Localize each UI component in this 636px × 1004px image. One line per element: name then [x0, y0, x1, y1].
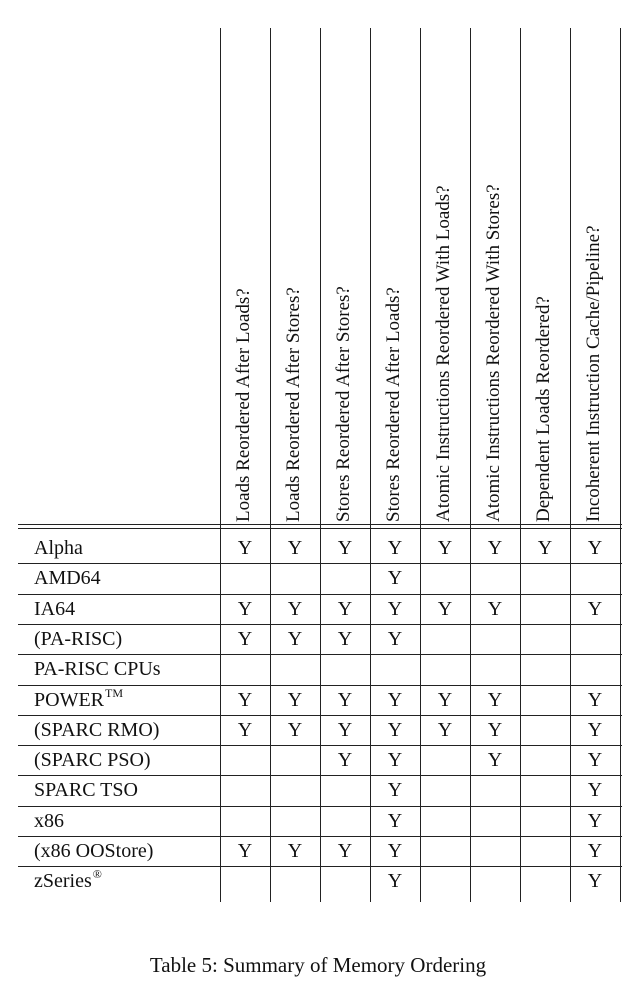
table-cell: Y — [237, 537, 253, 559]
row-label-1 — [34, 563, 101, 593]
table-cell — [520, 775, 570, 805]
row-label-11 — [34, 866, 102, 896]
header-rule-top — [18, 524, 622, 525]
table-cell: Y — [337, 840, 353, 862]
row-label-text: zSeries — [34, 870, 92, 893]
row-label-9 — [34, 806, 64, 836]
table-cell: Y — [587, 718, 603, 741]
table-cell — [320, 654, 370, 684]
row-label-text: POWER — [34, 688, 104, 711]
table-cell: Y — [387, 779, 403, 802]
table-cell: Y — [387, 597, 403, 620]
table-cell: Y — [587, 840, 603, 862]
table-cell: Y — [587, 779, 603, 802]
table-cell: Y — [287, 718, 303, 741]
table-cell: Y — [287, 627, 303, 650]
table-cell — [220, 866, 270, 896]
row-label-6 — [34, 715, 159, 745]
table-cell — [520, 563, 570, 593]
row-label-5 — [34, 685, 123, 715]
table-cell — [370, 654, 420, 684]
column-header-2 — [270, 28, 320, 524]
table-cell — [320, 806, 370, 836]
table-cell — [470, 624, 520, 654]
column-header-5 — [420, 28, 470, 524]
column-header-1 — [220, 28, 270, 524]
table-cell: Y — [337, 749, 353, 772]
row-label-text: SPARC TSO — [34, 779, 138, 802]
table-cell: Y — [237, 688, 253, 711]
table-cell: Y — [337, 537, 353, 559]
table-cell: Y — [587, 870, 603, 893]
table-cell — [270, 654, 320, 684]
table-cell: Y — [487, 597, 503, 620]
table-cell: Y — [437, 688, 453, 711]
table-cell — [420, 806, 470, 836]
table-cell — [220, 563, 270, 593]
table-cell — [520, 654, 570, 684]
table-cell: Y — [587, 537, 603, 559]
table-cell: Y — [387, 870, 403, 893]
table-cell — [420, 866, 470, 896]
column-header-8 — [570, 28, 620, 524]
table-cell: Y — [387, 749, 403, 772]
table-cell: Y — [537, 537, 553, 559]
table-cell — [570, 624, 620, 654]
row-label-0 — [34, 533, 83, 563]
table-cell — [420, 745, 470, 775]
table-cell — [520, 806, 570, 836]
table-cell: Y — [387, 809, 403, 832]
table-cell — [520, 594, 570, 624]
table-cell: Y — [587, 597, 603, 620]
column-divider-8 — [620, 28, 621, 902]
row-label-8 — [34, 775, 138, 805]
header-rule-bottom — [18, 528, 622, 529]
table-cell: Y — [387, 688, 403, 711]
table-cell: Y — [337, 718, 353, 741]
table-cell: Y — [337, 627, 353, 650]
table-cell: Y — [337, 688, 353, 711]
table-cell — [420, 563, 470, 593]
table-cell: Y — [487, 718, 503, 741]
table-cell — [470, 866, 520, 896]
column-header-label: Stores Reordered After Loads? — [383, 287, 404, 522]
column-header-4 — [370, 28, 420, 524]
table-cell — [470, 836, 520, 866]
table-cell — [270, 806, 320, 836]
table-cell: Y — [587, 809, 603, 832]
table-cell: Y — [237, 627, 253, 650]
table-cell — [270, 775, 320, 805]
row-label-text: x86 — [34, 809, 64, 832]
row-label-text: Alpha — [34, 537, 83, 559]
table-cell — [420, 624, 470, 654]
table-cell: Y — [337, 597, 353, 620]
table-cell — [320, 775, 370, 805]
column-header-label: Stores Reordered After Stores? — [333, 286, 354, 522]
column-header-label: Loads Reordered After Stores? — [283, 287, 304, 522]
table-cell — [270, 745, 320, 775]
table-cell — [320, 866, 370, 896]
row-label-text: (SPARC RMO) — [34, 718, 160, 741]
table-cell: Y — [587, 688, 603, 711]
table-cell: Y — [287, 840, 303, 862]
table-cell: Y — [437, 597, 453, 620]
table-cell: Y — [237, 840, 253, 862]
table-cell — [470, 654, 520, 684]
row-label-text: IA64 — [34, 597, 76, 620]
row-label-text: (PA-RISC) — [34, 627, 123, 650]
table-cell: Y — [237, 597, 253, 620]
table-cell: Y — [287, 597, 303, 620]
row-label-7 — [34, 745, 151, 775]
row-label-text: PA-RISC CPUs — [34, 658, 161, 681]
table-cell — [220, 775, 270, 805]
table-cell: Y — [287, 688, 303, 711]
table-cell: Y — [587, 749, 603, 772]
table-cell: Y — [487, 537, 503, 559]
table-cell — [520, 866, 570, 896]
row-label-2 — [34, 594, 75, 624]
column-header-label: Loads Reordered After Loads? — [233, 288, 254, 522]
column-header-label: Incoherent Instruction Cache/Pipeline? — [583, 225, 604, 522]
row-label-superscript: ® — [92, 867, 102, 882]
table-cell — [570, 563, 620, 593]
table-cell: Y — [437, 718, 453, 741]
table-cell — [420, 836, 470, 866]
column-header-6 — [470, 28, 520, 524]
table-cell — [520, 715, 570, 745]
row-label-superscript: TM — [105, 685, 123, 700]
table-cell — [220, 654, 270, 684]
table-cell — [520, 836, 570, 866]
table-caption: Table 5: Summary of Memory Ordering — [149, 953, 487, 977]
table-cell — [520, 685, 570, 715]
column-header-label: Dependent Loads Reordered? — [533, 296, 554, 522]
table-cell: Y — [387, 537, 403, 559]
table-cell: Y — [237, 718, 253, 741]
table-cell — [420, 654, 470, 684]
row-label-text: (x86 OOStore) — [34, 840, 154, 862]
table-cell: Y — [387, 718, 403, 741]
table-cell — [520, 624, 570, 654]
row-label-text: AMD64 — [34, 567, 101, 590]
table-cell — [270, 563, 320, 593]
table-cell: Y — [387, 627, 403, 650]
table-cell — [220, 806, 270, 836]
row-label-text: (SPARC PSO) — [34, 749, 151, 772]
table-cell — [220, 745, 270, 775]
row-label-4 — [34, 654, 161, 684]
table-cell — [470, 806, 520, 836]
table-cell: Y — [487, 749, 503, 772]
column-header-7 — [520, 28, 570, 524]
table-cell: Y — [387, 567, 403, 590]
table-cell — [470, 775, 520, 805]
row-label-3 — [34, 624, 122, 654]
table-cell — [570, 654, 620, 684]
column-header-3 — [320, 28, 370, 524]
table-cell: Y — [387, 840, 403, 862]
row-label-10 — [34, 836, 153, 866]
column-header-label: Atomic Instructions Reordered With Loads? — [433, 185, 454, 522]
column-header-label: Atomic Instructions Reordered With Stores? — [483, 184, 504, 522]
table-cell — [270, 866, 320, 896]
table-cell: Y — [487, 688, 503, 711]
table-cell — [520, 745, 570, 775]
table-cell: Y — [437, 537, 453, 559]
table-cell — [470, 563, 520, 593]
table-cell — [320, 563, 370, 593]
table-cell: Y — [287, 537, 303, 559]
table-cell — [420, 775, 470, 805]
